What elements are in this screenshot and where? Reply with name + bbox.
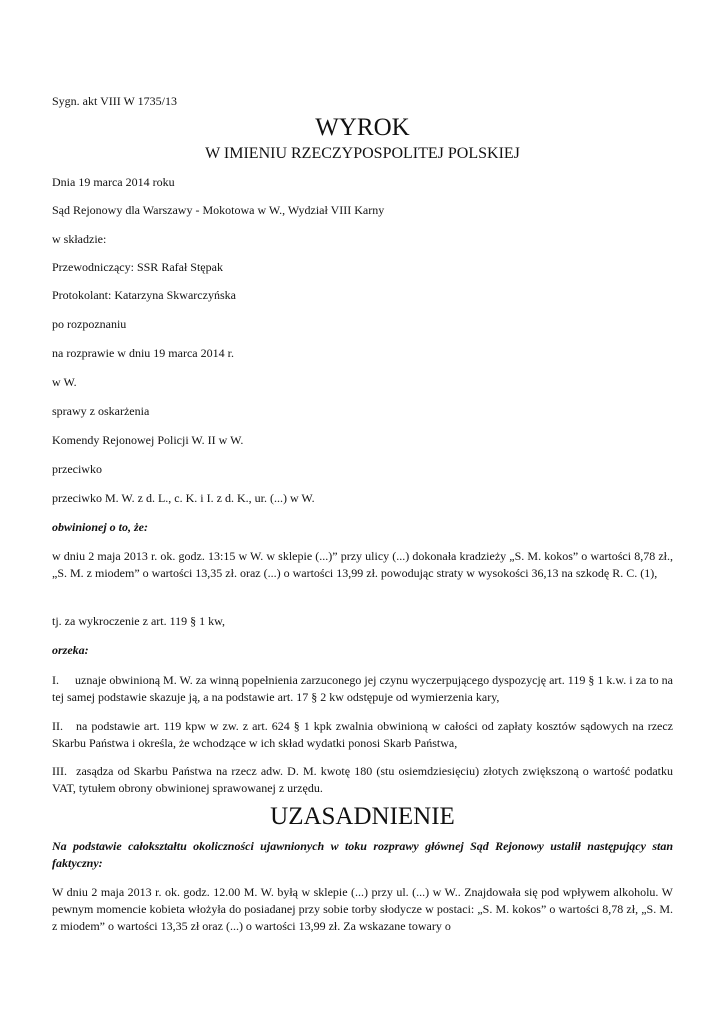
justification-heading: Na podstawie całokształtu okoliczności ujawnionych w toku rozprawy głównej Sąd Rejonowy ustalił następujący stan faktyczny: [52,839,673,870]
charge-text: w dniu 2 maja 2013 r. ok. godz. 13:15 w W. w sklepie (...)” przy ulicy (...) dokonała kradzieży „S. M. kokos” o wartości 8,78 zł., „S. M. z miodem” o wartości 13,35 zł. oraz (...) o wartości 13,99 zł. powodując straty w wysokości 36,13 na szkodę R. C. (1), [52,549,673,580]
ruling-item-2 [52,718,673,752]
charged-heading: obwinionej o to, że: [52,520,149,534]
justification-title: UZASADNIENIE [270,803,455,830]
court-name: Sąd Rejonowy dla Warszawy - Mokotowa w W., Wydział VIII Karny [52,203,385,217]
facts-text: W dniu 2 maja 2013 r. ok. godz. 12.00 M. W. byłą w sklepie (...) przy ul. (...) w W.. Znajdowała się pod wpływem alkoholu. W pewnym momencie kobieta włożyła do posiadanej przy sobie torby słodycze w postaci: „S. M. kokos” o wartości 8,78 zł, „S. M. z miodem” o wartości 13,35 zł oraz (...) o wartości 13,99 zł. Za wskazane towary o [52,885,673,933]
ruling-text: zasądza od Skarbu Państwa na rzecz adw. D. M. kwotę 180 (stu osiemdziesięciu) złotych zwiększoną o wartość podatku VAT, tytułem obrony obwinionej sprawowanej z urzędu. [52,764,674,795]
ruling-number: I. [52,673,59,687]
case-from-label: sprawy z oskarżenia [52,404,150,418]
after-review-label: po rozpoznaniu [52,317,127,331]
ruling-heading: orzeka: [52,643,89,657]
against-label: przeciwko [52,462,102,476]
legal-basis: tj. za wykroczenie z art. 119 § 1 kw, [52,614,226,628]
defendant: przeciwko M. W. z d. L., c. K. i I. z d. K., ur. (...) w W. [52,491,315,505]
judgment-date: Dnia 19 marca 2014 roku [52,175,175,189]
composition-label: w składzie: [52,232,107,246]
document-title: WYROK [315,114,410,141]
ruling-number: III. [52,764,67,778]
document-subtitle: W IMIENIU RZECZYPOSPOLITEJ POLSKIEJ [205,145,520,162]
prosecutor: Komendy Rejonowej Policji W. II w W. [52,433,244,447]
ruling-item-1 [52,672,673,706]
ruling-text: na podstawie art. 119 kpw w zw. z art. 624 § 1 kpk zwalnia obwinioną w całości od zapłaty kosztów sądowych na rzecz Skarbu Państwa i określa, że wchodzące w ich skład wydatki ponosi Skarb Państwa, [52,719,674,750]
ruling-number: II. [52,719,63,733]
court-clerk: Protokolant: Katarzyna Skwarczyńska [52,288,236,302]
ruling-item-3 [52,763,673,797]
hearing-date: na rozprawie w dniu 19 marca 2014 r. [52,346,234,360]
hearing-place: w W. [52,375,77,389]
presiding-judge: Przewodniczący: SSR Rafał Stępak [52,260,223,274]
ruling-text: uznaje obwinioną M. W. za winną popełnienia zarzuconego jej czynu wyczerpującego dyspozycję art. 119 § 1 k.w. i za to na tej samej podstawie skazuje ją, a na podstawie art. 17 § 2 kw odstępuje od wymierzenia kary, [52,673,674,704]
case-signature: Sygn. akt VIII W 1735/13 [52,94,177,108]
